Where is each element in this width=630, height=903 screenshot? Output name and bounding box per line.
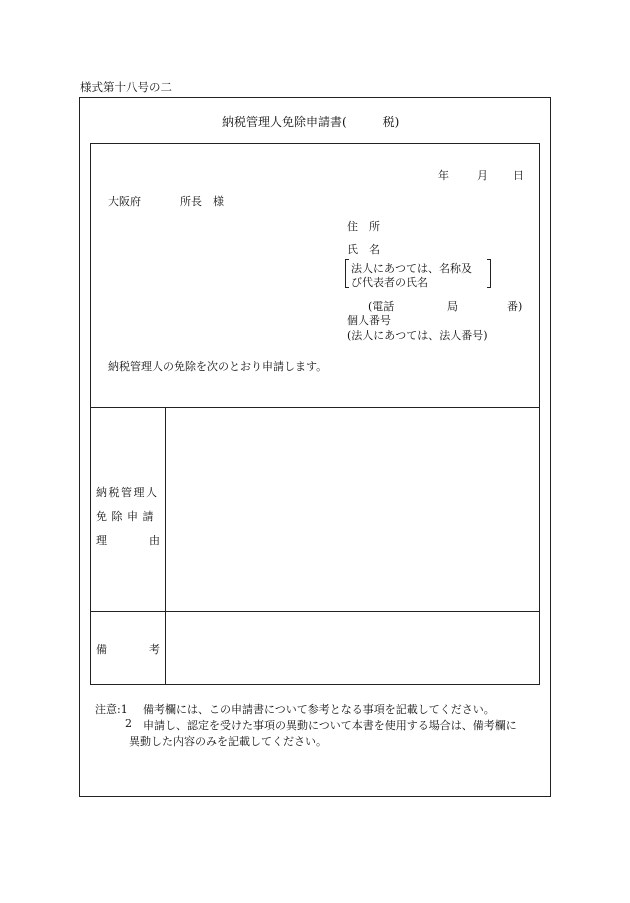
phone-open: (電話: [368, 300, 395, 313]
notes-item1: 備考欄には、この申請書について参考となる事項を記載してください。: [143, 703, 495, 716]
corporate-note-brace-left: [345, 259, 349, 288]
reason-label-line3-right: 由: [149, 534, 160, 547]
address-label: 住 所: [347, 220, 380, 233]
addressee-office: 所長 様: [180, 195, 224, 208]
reason-input-area[interactable]: [166, 408, 539, 611]
remarks-label-left: 備: [96, 643, 107, 656]
remarks-label-right: 考: [149, 643, 160, 656]
date-day: 日: [513, 169, 524, 182]
corporate-note-brace-right: [487, 259, 491, 288]
date-year: 年: [438, 169, 449, 182]
notes-prefix: 注意:1: [95, 703, 128, 716]
reason-label-line2: 免除申請: [96, 510, 158, 523]
addressee-prefecture: 大阪府: [108, 195, 141, 208]
notes-item2-line2: 異動した内容のみを記載してください。: [129, 735, 327, 748]
remarks-input-area[interactable]: [166, 612, 539, 684]
phone-number: 番): [507, 300, 523, 313]
form-title: 納税管理人免除申請書( 税): [222, 115, 400, 129]
reason-label-line3-left: 理: [96, 534, 107, 547]
corporate-number-note: (法人にあつては、法人番号): [347, 329, 488, 342]
personal-number-label: 個人番号: [347, 314, 391, 327]
reason-label-line1: 納税管理人: [96, 486, 159, 499]
corporate-note-line2: び代表者の氏名: [351, 276, 428, 289]
name-label: 氏 名: [347, 243, 380, 256]
date-month: 月: [477, 169, 488, 182]
corporate-note-line1: 法人にあつては、名称及: [351, 262, 472, 275]
request-statement: 納税管理人の免除を次のとおり申請します。: [108, 360, 328, 373]
notes-item2-number: 2: [125, 717, 132, 730]
form-number: 様式第十八号の二: [80, 80, 172, 94]
phone-exchange: 局: [447, 300, 458, 313]
notes-item2-line1: 申請し、認定を受けた事項の異動について本書を使用する場合は、備考欄に: [143, 719, 517, 732]
